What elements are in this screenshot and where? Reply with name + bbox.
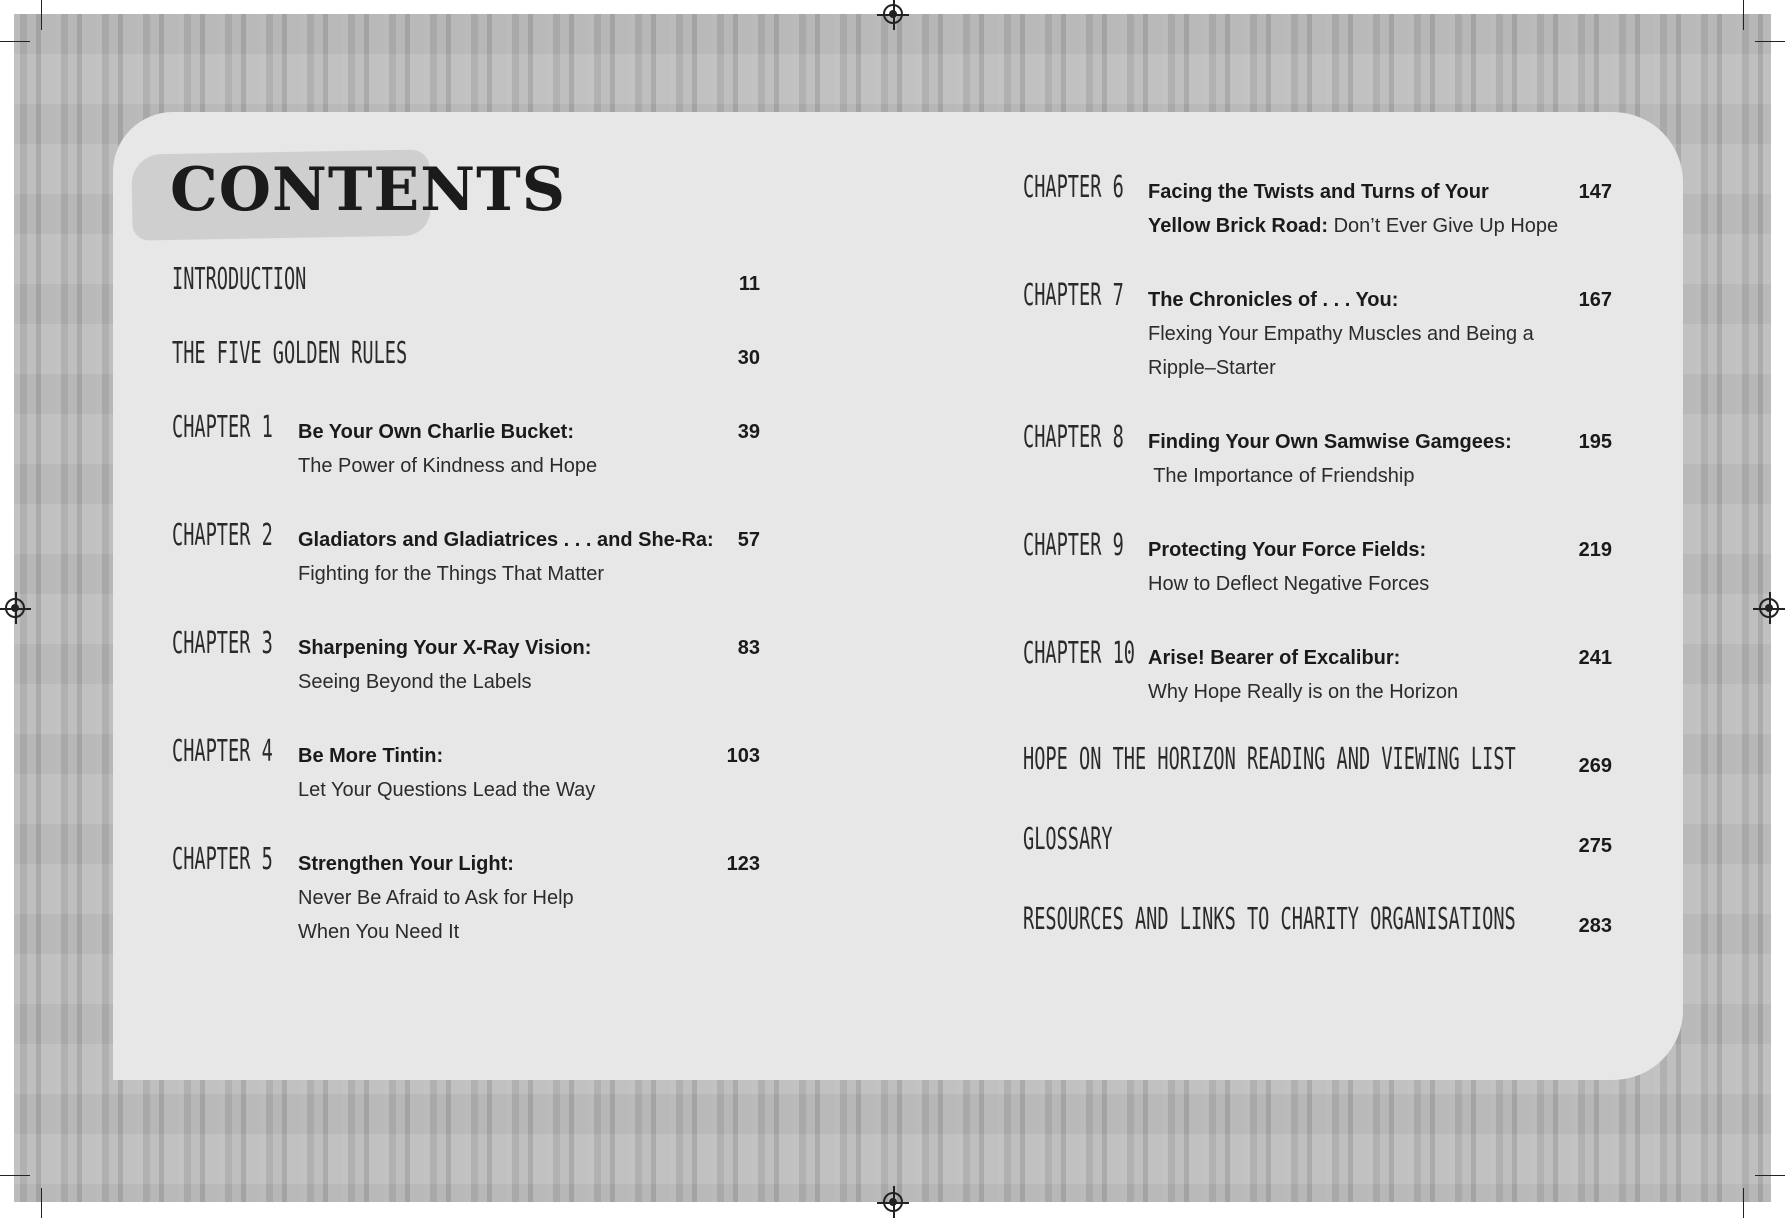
chapter-subtitle: Never Be Afraid to Ask for Help — [298, 887, 574, 909]
chapter-label: CHAPTER 2 — [172, 518, 273, 553]
crop-mark — [1743, 1188, 1744, 1218]
toc-entry-label: INTRODUCTION — [172, 262, 307, 297]
chapter-subtitle: Why Hope Really is on the Horizon — [1148, 681, 1459, 703]
toc-page-number: 83 — [737, 637, 760, 659]
toc-page-number: 275 — [1578, 835, 1612, 857]
toc-page-number: 269 — [1578, 755, 1612, 777]
toc-page-number: 219 — [1578, 539, 1612, 561]
crop-mark — [41, 0, 42, 30]
registration-mark-icon — [5, 598, 25, 618]
page-title: CONTENTS — [170, 155, 567, 225]
crop-mark — [1743, 0, 1744, 30]
chapter-text: Arise! Bearer of Excalibur: Why Hope Really is on the Horizon — [1148, 641, 1458, 709]
toc-page-number: 195 — [1578, 431, 1612, 453]
toc-page-number: 103 — [726, 745, 760, 767]
chapter-title: Finding Your Own Samwise Gamgees — [1148, 431, 1506, 453]
chapter-subtitle: How to Deflect Negative Forces — [1148, 573, 1430, 595]
chapter-subtitle: Fighting for the Things That Matter — [298, 563, 605, 585]
toc-page-number: 147 — [1578, 181, 1612, 203]
crop-mark — [1755, 1175, 1785, 1176]
registration-mark-icon — [883, 4, 903, 24]
chapter-text: Gladiators and Gladiatrices . . . and She-Ra: Fighting for the Things That Matter — [298, 523, 714, 591]
chapter-text: The Chronicles of . . . You: Flexing Your Empathy Muscles and Being a Ripple–Starter — [1148, 283, 1534, 385]
chapter-subtitle: The Importance of Friendship — [1148, 465, 1415, 487]
chapter-text: Strengthen Your Light: Never Be Afraid to Ask for Help When You Need It — [298, 847, 574, 949]
crop-mark — [0, 41, 30, 42]
toc-entry-label: GLOSSARY — [1023, 822, 1113, 857]
chapter-label: CHAPTER 4 — [172, 734, 273, 769]
toc-page-number: 241 — [1578, 647, 1612, 669]
toc-page-number: 11 — [738, 273, 760, 295]
crop-mark — [1755, 41, 1785, 42]
chapter-text: Be More Tintin: Let Your Questions Lead the Way — [298, 739, 595, 807]
crop-mark — [41, 1188, 42, 1218]
chapter-label: CHAPTER 1 — [172, 410, 273, 445]
chapter-text: Finding Your Own Samwise Gamgees: The Importance of Friendship — [1148, 425, 1512, 493]
chapter-label: CHAPTER 9 — [1023, 528, 1124, 563]
toc-page-number: 39 — [737, 421, 760, 443]
chapter-title: Be More Tintin — [298, 745, 437, 767]
chapter-title: Strengthen Your Light — [298, 853, 508, 875]
chapter-label: CHAPTER 8 — [1023, 420, 1124, 455]
chapter-title: Protecting Your Force Fields — [1148, 539, 1420, 561]
toc-page-number: 283 — [1578, 915, 1612, 937]
registration-mark-icon — [883, 1192, 903, 1212]
chapter-label: CHAPTER 7 — [1023, 278, 1124, 313]
chapter-text: Protecting Your Force Fields: How to Deflect Negative Forces — [1148, 533, 1429, 601]
chapter-title: Sharpening Your X-Ray Vision — [298, 637, 585, 659]
chapter-title: Gladiators and Gladiatrices . . . and She-Ra — [298, 529, 708, 551]
chapter-text: Be Your Own Charlie Bucket: The Power of Kindness and Hope — [298, 415, 597, 483]
chapter-title: Be Your Own Charlie Bucket — [298, 421, 568, 443]
chapter-text: Sharpening Your X-Ray Vision: Seeing Beyond the Labels — [298, 631, 591, 699]
toc-page-number: 123 — [726, 853, 760, 875]
toc-page-number: 167 — [1578, 289, 1612, 311]
chapter-title: Arise! Bearer of Excalibur — [1148, 647, 1394, 669]
chapter-text: Facing the Twists and Turns of Your Yellow Brick Road: Don’t Ever Give Up Hope — [1148, 181, 1559, 237]
chapter-title: The Chronicles of . . . You — [1148, 289, 1392, 311]
chapter-subtitle: When You Need It — [298, 921, 460, 943]
toc-entry-label: THE FIVE GOLDEN RULES — [172, 336, 408, 371]
chapter-subtitle: Flexing Your Empathy Muscles and Being a — [1148, 323, 1534, 345]
toc-entry-label: HOPE ON THE HORIZON READING AND VIEWING LIST — [1023, 742, 1516, 777]
chapter-label: CHAPTER 10 — [1023, 636, 1135, 671]
chapter-title: Facing the Twists and Turns of Your — [1148, 181, 1489, 203]
chapter-subtitle: Don’t Ever Give Up Hope — [1333, 215, 1559, 237]
toc-entry-label: RESOURCES AND LINKS TO CHARITY ORGANISATIONS — [1023, 902, 1516, 937]
toc-page-number: 30 — [737, 347, 760, 369]
chapter-subtitle: Let Your Questions Lead the Way — [298, 779, 596, 801]
chapter-label: CHAPTER 5 — [172, 842, 273, 877]
chapter-title-continued: Yellow Brick Road — [1148, 215, 1322, 237]
crop-mark — [0, 1175, 30, 1176]
chapter-label: CHAPTER 3 — [172, 626, 273, 661]
chapter-subtitle: The Power of Kindness and Hope — [298, 455, 598, 477]
registration-mark-icon — [1759, 598, 1779, 618]
chapter-subtitle: Seeing Beyond the Labels — [298, 671, 532, 693]
chapter-label: CHAPTER 6 — [1023, 170, 1124, 205]
toc-page-number: 57 — [737, 529, 760, 551]
chapter-subtitle: Ripple–Starter — [1148, 357, 1276, 379]
